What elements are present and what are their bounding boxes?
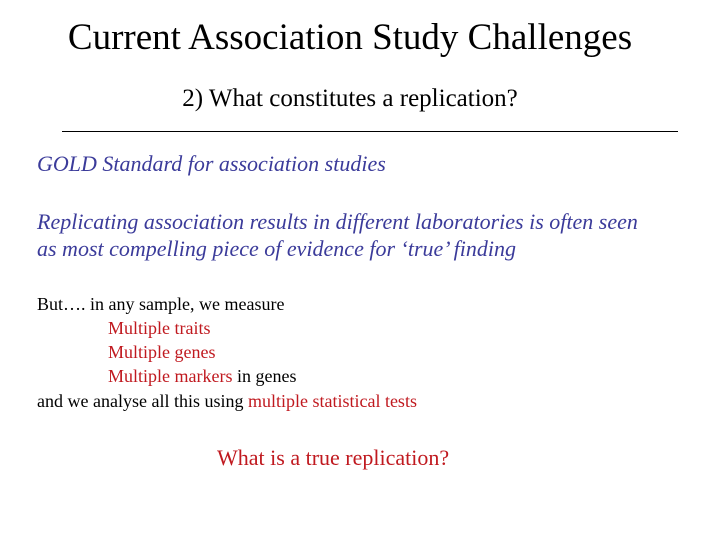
- closing-question: What is a true replication?: [217, 445, 450, 470]
- replicating-text-line-2: as most compelling piece of evidence for ‘true’ finding: [37, 236, 516, 261]
- list-item-genes: Multiple genes: [108, 342, 216, 362]
- gold-standard-heading: GOLD Standard for association studies: [37, 151, 386, 176]
- list-item-markers: [108, 364, 296, 388]
- divider-line: [62, 131, 678, 132]
- markers-label: Multiple markers: [108, 366, 233, 386]
- analyse-highlight: multiple statistical tests: [247, 391, 417, 411]
- but-line: But…. in any sample, we measure: [37, 294, 285, 314]
- list-item-traits: Multiple traits: [108, 318, 211, 338]
- replicating-text-line-1: Replicating association results in different laboratories is often seen: [37, 209, 638, 234]
- analyse-line: [37, 389, 417, 413]
- markers-suffix: in genes: [232, 366, 297, 386]
- slide-title: Current Association Study Challenges: [67, 17, 633, 58]
- slide-subtitle: 2) What constitutes a replication?: [182, 85, 518, 112]
- analyse-prefix: and we analyse all this using: [37, 391, 248, 411]
